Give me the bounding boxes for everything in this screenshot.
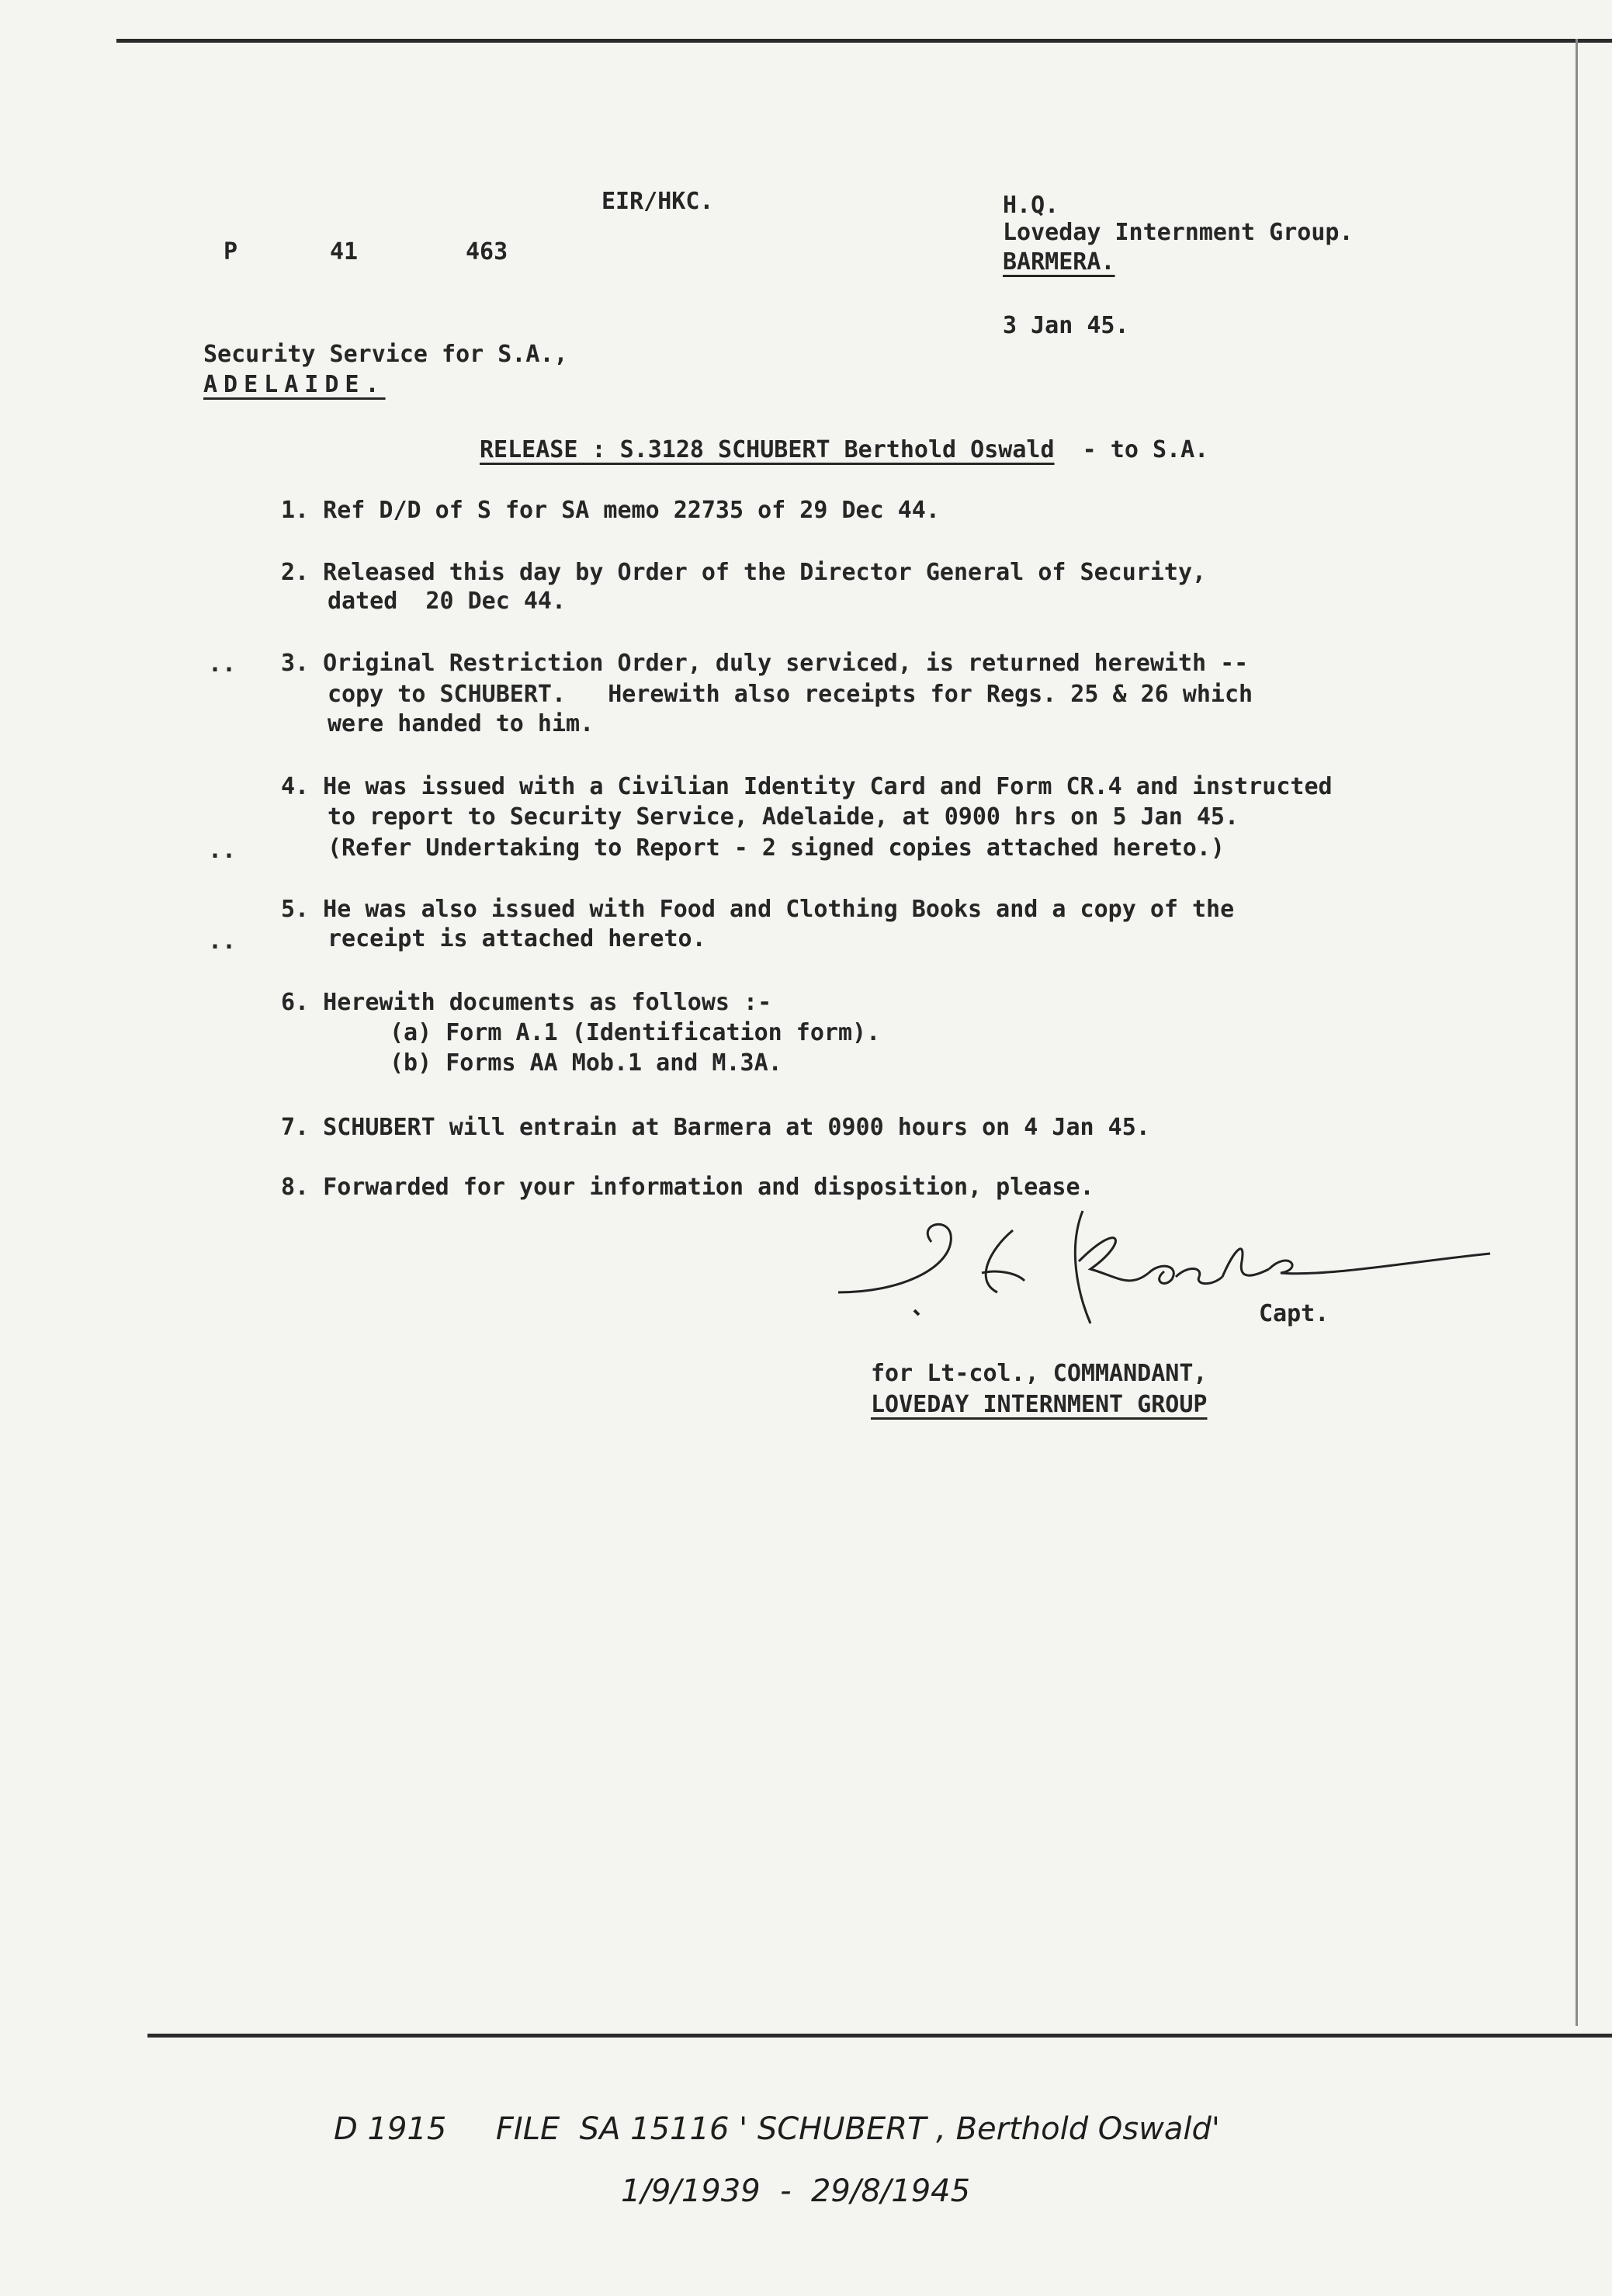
subject-line: [480, 435, 1208, 466]
subject-suffix: - to S.A.: [1082, 436, 1209, 463]
bottom-border-line: [147, 2034, 1612, 2038]
paragraph-6-item-b: (b) Forms AA Mob.1 and M.3A.: [390, 1049, 782, 1077]
subject-title: RELEASE : S.3128 SCHUBERT Berthold Oswald: [480, 436, 1055, 463]
signatory-for-line: for Lt-col., COMMANDANT,: [871, 1360, 1208, 1387]
paragraph-4-line-1: 4. He was issued with a Civilian Identity Card and Form CR.4 and instructed: [281, 773, 1333, 800]
top-border-line: [116, 39, 1612, 43]
handwritten-signature: [823, 1195, 1506, 1343]
paragraph-6-line-1: 6. Herewith documents as follows :-: [281, 989, 772, 1016]
reference-code: EIR/HKC.: [601, 188, 714, 215]
file-p: P: [224, 238, 238, 265]
margin-mark: ..: [208, 837, 237, 864]
paragraph-8: 8. Forwarded for your information and disposition, please.: [281, 1174, 1094, 1201]
addressee-city: ADELAIDE.: [203, 371, 386, 398]
paragraph-3-line-2: copy to SCHUBERT. Herewith also receipts for Regs. 25 & 26 which: [328, 681, 1253, 708]
margin-mark: ..: [208, 650, 237, 678]
file-463: 463: [466, 238, 508, 265]
paragraph-1: 1. Ref D/D of S for SA memo 22735 of 29 Dec 44.: [281, 497, 940, 524]
paragraph-2-line-1: 2. Released this day by Order of the Director General of Security,: [281, 559, 1207, 586]
margin-mark: ..: [208, 928, 237, 955]
paragraph-2-line-2: dated 20 Dec 44.: [328, 588, 567, 615]
paragraph-6-item-a: (a) Form A.1 (Identification form).: [390, 1019, 881, 1046]
archive-file-note: D 1915 FILE SA 15116 ' SCHUBERT , Berthold Oswald': [334, 2111, 1220, 2147]
archive-date-range: 1/9/1939 - 29/8/1945: [621, 2173, 971, 2209]
hq-location: BARMERA.: [1003, 248, 1115, 276]
paragraph-7: 7. SCHUBERT will entrain at Barmera at 0900 hours on 4 Jan 45.: [281, 1114, 1150, 1141]
paragraph-3-line-3: were handed to him.: [328, 710, 595, 737]
paragraph-4-line-3: (Refer Undertaking to Report - 2 signed copies attached hereto.): [328, 834, 1225, 862]
paragraph-4-line-2: to report to Security Service, Adelaide, at 0900 hrs on 5 Jan 45.: [328, 803, 1239, 831]
hq-line: H.Q.: [1003, 192, 1059, 219]
paragraph-5-line-2: receipt is attached hereto.: [328, 925, 706, 952]
signatory-rank: Capt.: [1259, 1300, 1329, 1327]
signatory-unit: LOVEDAY INTERNMENT GROUP: [871, 1391, 1208, 1418]
file-41: 41: [330, 238, 359, 265]
addressee-line: Security Service for S.A.,: [203, 341, 568, 368]
paragraph-5-line-1: 5. He was also issued with Food and Clothing Books and a copy of the: [281, 896, 1235, 923]
right-border-line: [1576, 39, 1578, 2026]
letter-date: 3 Jan 45.: [1003, 312, 1129, 339]
hq-unit-name: Loveday Internment Group.: [1003, 219, 1354, 246]
paragraph-3-line-1: 3. Original Restriction Order, duly serviced, is returned herewith --: [281, 650, 1249, 677]
